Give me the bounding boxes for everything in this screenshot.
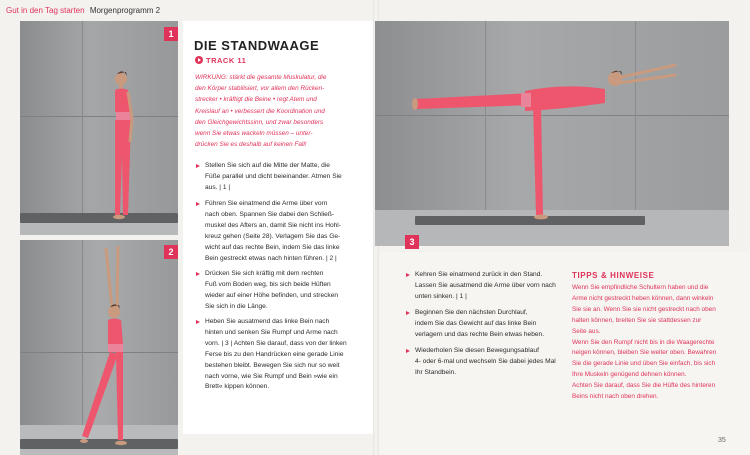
effect-line: wenn Sie etwas wackeln müssen – unter- <box>195 130 313 138</box>
step-line: wicht auf das rechte Bein, indem Sie das linke <box>205 243 340 251</box>
step-line: Fuß vom Boden weg, bis sich beide Hüften <box>205 280 331 288</box>
tips-heading: TIPPS & HINWEISE <box>572 271 655 280</box>
step-line: 4- oder 6-mal und wechseln Sie dabei jedes Mal <box>415 357 556 365</box>
tip-line: Beins nicht nach oben drehen. <box>572 393 659 401</box>
step-line: Bein gestreckt etwas nach hinten führen. | 2 | <box>205 254 337 262</box>
exercise-title: DIE STANDWAAGE <box>194 38 320 53</box>
photo-number-badge-1: 1 <box>164 27 178 41</box>
track-text: TRACK 11 <box>206 56 247 65</box>
effect-line: drücken Sie es deshalb auf keinen Fall! <box>195 141 307 149</box>
step-item <box>196 317 368 393</box>
step-line: nach oben. Spannen Sie dabei den Schließ- <box>205 210 335 218</box>
triangle-bullet-icon <box>196 320 200 324</box>
step-line: Füße parallel und dicht beieinander. Atmen Sie <box>205 172 342 180</box>
step-item <box>196 161 368 194</box>
tip-line: halten können, breiten Sie sie stattdessen zur <box>572 316 702 324</box>
page-number: 35 <box>718 437 726 444</box>
step-item <box>406 270 566 303</box>
tip-line: Wenn Sie empfindliche Schultern haben und die <box>572 284 709 291</box>
step-line: muskel des Afters an, damit Sie nicht ins Hohl- <box>205 221 341 229</box>
triangle-bullet-icon <box>406 273 410 277</box>
effect-line: den Körper stabilisiert, vor allem den Rücken- <box>195 85 325 93</box>
step-item <box>406 308 566 341</box>
step-item <box>406 346 566 379</box>
tip-line: Wenn Sie den Rumpf nicht bis in die Waagerechte <box>572 338 715 346</box>
tip-line: Sie die gerade Linie und üben Sie einfach, bis sich <box>572 360 716 368</box>
triangle-bullet-icon <box>406 311 410 315</box>
section-label: Gut in den Tag starten <box>6 6 85 15</box>
tip-line: Seite aus. <box>572 327 601 335</box>
step-line: Stellen Sie sich auf die Mitte der Matte, die <box>205 162 330 169</box>
step-item <box>196 269 368 313</box>
triangle-bullet-icon <box>196 202 200 206</box>
step-line: aus. | 1 | <box>205 183 231 191</box>
step-item <box>196 199 368 264</box>
running-head <box>6 6 160 15</box>
photo-number-badge-3: 3 <box>405 235 419 249</box>
step-line: verlagern und das rechte Bein etwas heben. <box>415 330 545 338</box>
photo-number-badge-2: 2 <box>164 245 178 259</box>
effect-description <box>195 72 363 150</box>
tip-line: neigen können, bleiben Sie weiter oben. Bewahren <box>572 349 717 357</box>
effect-line: strecker • kräftigt die Beine • regt Atem und <box>195 96 317 104</box>
tip-line: Achten Sie darauf, dass Sie die Hüfte des hinteren <box>572 382 716 390</box>
step-line: Ferse bis zu den Handrücken eine gerade Linie <box>205 350 344 358</box>
triangle-bullet-icon <box>196 272 200 276</box>
photo-standing-scale <box>375 21 729 246</box>
step-line: Ihr Standbein. <box>415 368 457 376</box>
figure-standing-scale <box>375 21 729 246</box>
program-label: Morgenprogramm 2 <box>89 6 161 15</box>
effect-line: den Gleichgewichtssinn, und zwar besonders <box>195 118 324 126</box>
step-line: Sie sich in die Länge. <box>205 302 268 310</box>
photo-standing <box>20 21 178 235</box>
steps-right <box>406 270 566 382</box>
step-line: kreuz gehen (Seite 28). Verlagern Sie das Ge- <box>205 232 341 240</box>
track-label <box>195 56 246 65</box>
steps-left <box>196 161 368 421</box>
step-line: bestehen bleibt. Bewegen Sie sich nur so weit <box>205 361 340 369</box>
triangle-bullet-icon <box>406 349 410 353</box>
figure-arms-raised <box>20 240 178 455</box>
tip-line: Sie sie an. Wenn Sie sie nicht gestreckt nach oben <box>572 305 716 313</box>
step-line: Brett« kippen können. <box>205 383 270 391</box>
effect-line: Kreislauf an • verbessert die Koordination und <box>195 107 325 115</box>
step-line: nach vorne, wie Sie Rumpf und Bein »wie ein <box>205 372 338 380</box>
step-line: indem Sie das Gewicht auf das linke Bein <box>415 319 537 327</box>
photo-arms-raised <box>20 240 178 455</box>
step-line: unten sinken. | 1 | <box>415 292 467 300</box>
step-line: hinten und senken Sie Rumpf und Arme nach <box>205 328 338 336</box>
tips-body <box>572 283 722 403</box>
step-line: Führen Sie einatmend die Arme über vorn <box>205 200 328 207</box>
step-line: wieder auf einer Höhe befinden, und strecken <box>205 291 339 299</box>
effect-line: WIRKUNG: stärkt die gesamte Muskulatur, die <box>195 74 327 81</box>
step-line: Wiederholen Sie diesen Bewegungsablauf <box>415 347 539 354</box>
step-line: vorn. | 3 | Achten Sie darauf, dass von der linken <box>205 339 347 347</box>
step-line: Drücken Sie sich kräftig mit dem rechten <box>205 270 324 277</box>
step-line: Kehren Sie einatmend zurück in den Stand. <box>415 271 543 278</box>
step-line: Lassen Sie ausatmend die Arme über vorn nach <box>415 281 556 289</box>
step-line: Beginnen Sie den nächsten Durchlauf, <box>415 309 528 316</box>
tip-line: Arme nicht gestreckt heben können, dann winkeln <box>572 294 714 302</box>
figure-standing <box>20 21 178 235</box>
triangle-bullet-icon <box>196 164 200 168</box>
play-icon <box>195 56 203 64</box>
tip-line: Ihre Muskeln genügend dehnen können. <box>572 371 687 379</box>
step-line: Heben Sie ausatmend das linke Bein nach <box>205 318 330 325</box>
